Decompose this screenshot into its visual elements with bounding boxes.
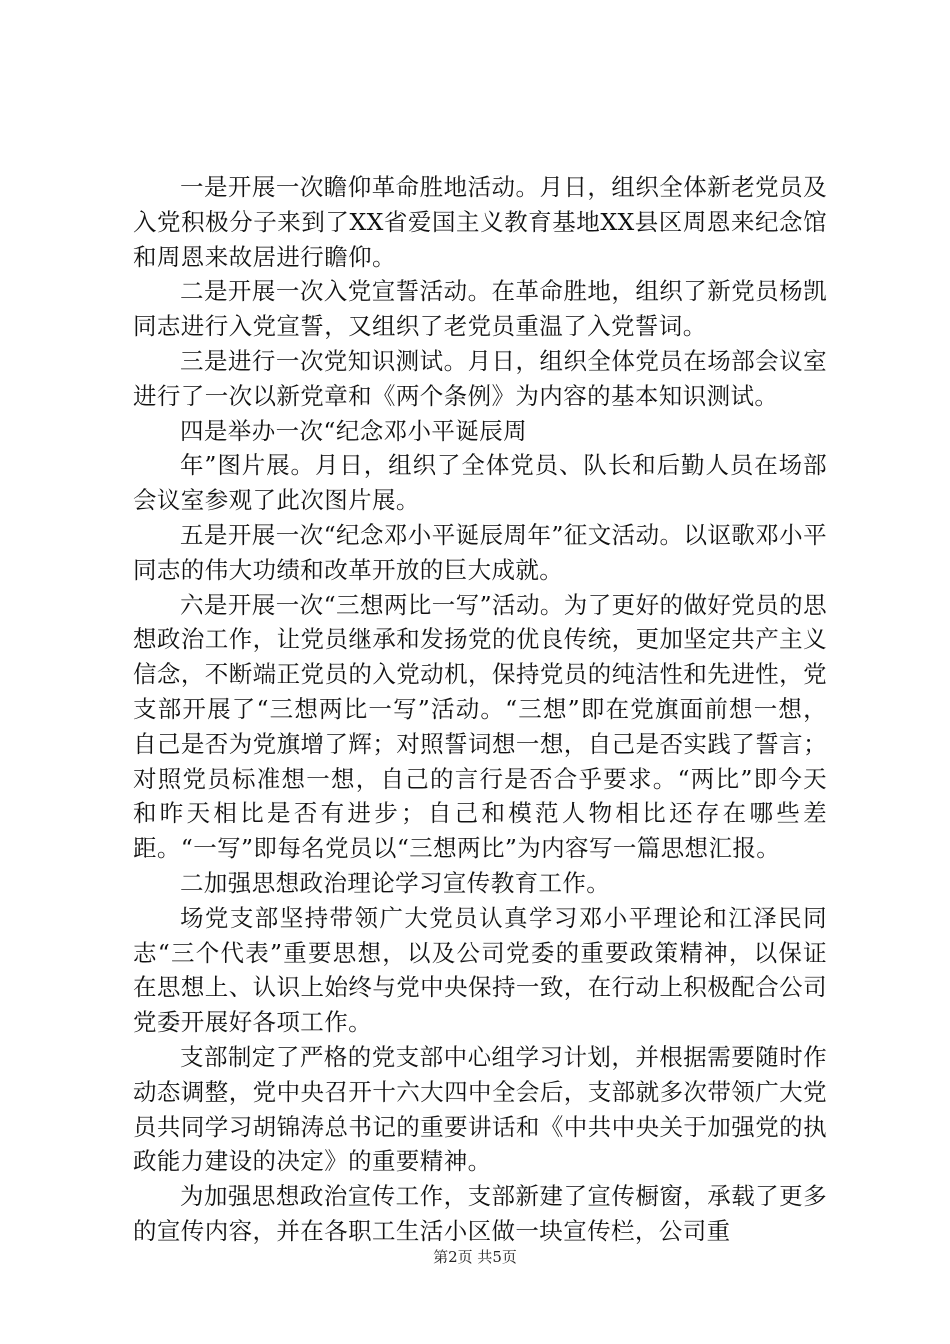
paragraph-7: 六是开展一次“三想两比一写”活动。为了更好的做好党员的思想政治工作，让党员继承和发扬党的优良传统，更加坚定共产主义信念，不断端正党员的入党动机，保持党员的纯洁性和先进性，党支部开展了“三想两比一写”活动。“三想”即在党旗面前想一想，自己是否为党旗增了辉；对照誓词想一想，自己是否实践了誓言；对照党员标准想一想，自己的言行是否合乎要求。“两比”即今天和昨天相比是否有进步；自己和模范人物相比还存在哪些差距。“一写”即每名党员以“三想两比”为内容写一篇思想汇报。 [133, 590, 827, 863]
paragraph-10: 支部制定了严格的党支部中心组学习计划，并根据需要随时作动态调整，党中央召开十六大四中全会后，支部就多次带领广大党员共同学习胡锦涛总书记的重要讲话和《中共中央关于加强党的执政能力建设的决定》的重要精神。 [133, 1042, 827, 1176]
paragraph-4: 四是举办一次“纪念邓小平诞辰周 [180, 416, 528, 445]
paragraph-11: 为加强思想政治宣传工作，支部新建了宣传橱窗，承载了更多的宣传内容，并在各职工生活小区做一块宣传栏，公司重 [133, 1182, 827, 1245]
paragraph-1: 一是开展一次瞻仰革命胜地活动。月日，组织全体新老党员及入党积极分子来到了XX省爱国主义教育基地XX县区周恩来纪念馆和周恩来故居进行瞻仰。 [133, 173, 827, 271]
page-number-footer: 第2页 共5页 [433, 1248, 517, 1266]
paragraph-5: 年”图片展。月日，组织了全体党员、队长和后勤人员在场部会议室参观了此次图片展。 [133, 451, 827, 515]
paragraph-9: 场党支部坚持带领广大党员认真学习邓小平理论和江泽民同志“三个代表”重要思想，以及公司党委的重要政策精神，以保证在思想上、认识上始终与党中央保持一致，在行动上积极配合公司党委开展好各项工作。 [133, 903, 827, 1037]
body-text [133, 170, 827, 1249]
paragraph-6: 五是开展一次“纪念邓小平诞辰周年”征文活动。以讴歌邓小平同志的伟大功绩和改革开放的巨大成就。 [133, 520, 827, 584]
paragraph-3: 三是进行一次党知识测试。月日，组织全体党员在场部会议室进行了一次以新党章和《两个条例》为内容的基本知识测试。 [133, 346, 827, 410]
paragraph-2: 二是开展一次入党宣誓活动。在革命胜地，组织了新党员杨凯同志进行入党宣誓，又组织了老党员重温了入党誓词。 [133, 277, 827, 341]
section-heading: 二加强思想政治理论学习宣传教育工作。 [180, 868, 611, 897]
